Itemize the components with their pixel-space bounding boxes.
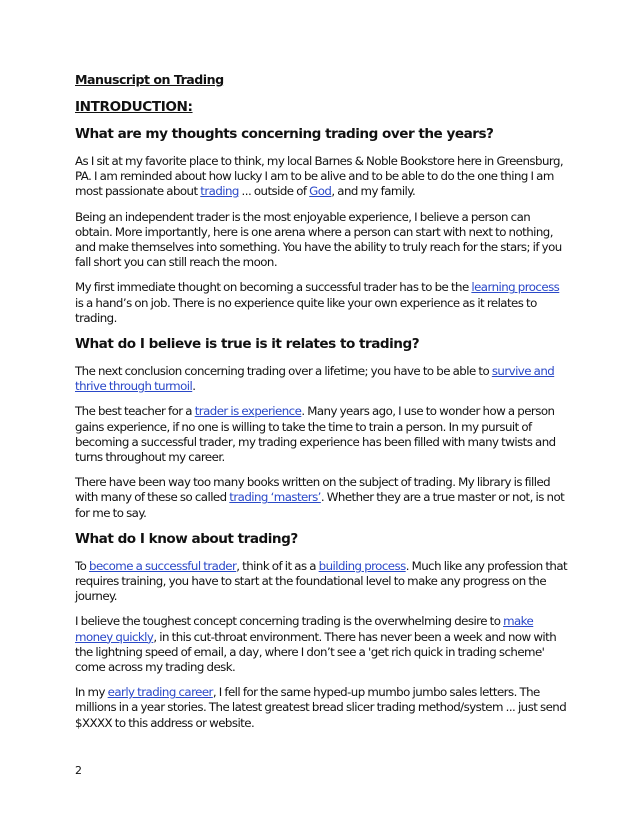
section-heading: What do I believe is true is it relates to trading?: [75, 336, 420, 353]
inline-link[interactable]: trader is experience: [194, 404, 302, 419]
paragraph-text: .: [192, 379, 196, 394]
paragraph-text: My first immediate thought on becoming a successful trader has to be the: [75, 280, 472, 295]
paragraph-text: In my: [75, 685, 108, 700]
inline-link[interactable]: trading: [200, 184, 239, 199]
document-title: Manuscript on Trading: [75, 72, 224, 87]
section-label: INTRODUCTION:: [75, 99, 193, 115]
paragraph-text: To: [75, 558, 90, 573]
document-body: [75, 126, 570, 731]
paragraph-text: The next conclusion concerning trading over a lifetime; you have to be able to: [75, 364, 492, 379]
paragraph: [75, 364, 570, 394]
paragraph: [75, 280, 570, 326]
paragraph: [75, 475, 570, 521]
paragraph: [75, 614, 570, 675]
section-heading: What are my thoughts concerning trading over the years?: [75, 126, 494, 142]
paragraph-text: . Much like any profession that requires training, you have to start at the foundational level to make any progress on the journey.: [75, 558, 568, 604]
paragraph-text: The best teacher for a: [75, 404, 195, 419]
inline-link[interactable]: building process: [318, 558, 406, 573]
inline-link[interactable]: become a successful trader: [89, 558, 237, 573]
paragraph: [75, 685, 570, 731]
document-page: [75, 71, 570, 741]
inline-link[interactable]: survive and thrive through turmoil: [75, 364, 555, 394]
paragraph-text: , I fell for the same hyped-up mumbo jumbo sales letters. The millions in a year stories. The latest greatest bread slicer trading method/system ... just send $XXXX to this address or website.: [75, 685, 567, 730]
paragraph-text: I believe the toughest concept concerning trading is the overwhelming desire to: [75, 614, 504, 629]
inline-link[interactable]: make money quickly: [75, 614, 534, 644]
paragraph: [75, 404, 570, 465]
paragraph: [75, 559, 570, 605]
paragraph-text: There have been way too many books written on the subject of trading. My library is filled with many of these so called: [75, 475, 551, 505]
paragraph-text: , think of it as a: [236, 558, 319, 573]
inline-link[interactable]: early trading career: [107, 685, 213, 700]
paragraph-text: Being an independent trader is the most enjoyable experience, I believe a person can obtain. More importantly, here is one arena where a person can start with next to nothing, and make themselves into something. You have the ability to truly reach for the stars; if you fall short you can still reach the moon.: [75, 209, 562, 270]
inline-link[interactable]: learning process: [471, 280, 560, 295]
paragraph-text: ... outside of: [238, 184, 310, 199]
inline-link[interactable]: God: [309, 184, 332, 199]
paragraph-text: . Many years ago, I use to wonder how a person gains experience, if no one is willing to take the time to train a person. In my pursuit of becoming a successful trader, my trading experience has been filled with many twists and turns throughout my career.: [75, 404, 556, 465]
paragraph-text: , in this cut-throat environment. There has never been a week and now with the lightning speed of email, a day, where I don’t see a 'get rich quick in trading scheme' come across my trading desk.: [75, 629, 557, 675]
inline-link[interactable]: trading ‘masters’: [229, 490, 321, 505]
page-number: 2: [75, 764, 82, 777]
paragraph-text: is a hand’s on job. There is no experience quite like your own experience as it relates to trading.: [75, 295, 537, 325]
section-heading: What do I know about trading?: [75, 530, 298, 547]
paragraph: [75, 210, 570, 271]
paragraph-text: As I sit at my favorite place to think, my local Barnes & Noble Bookstore here in Greensburg, PA. I am reminded about how lucky I am to be alive and to be able to do the one thing I am most passionate about: [75, 154, 564, 199]
paragraph-text: . Whether they are a true master or not, is not for me to say.: [75, 490, 565, 520]
paragraph-text: , and my family.: [331, 184, 416, 199]
paragraph: [75, 154, 570, 200]
